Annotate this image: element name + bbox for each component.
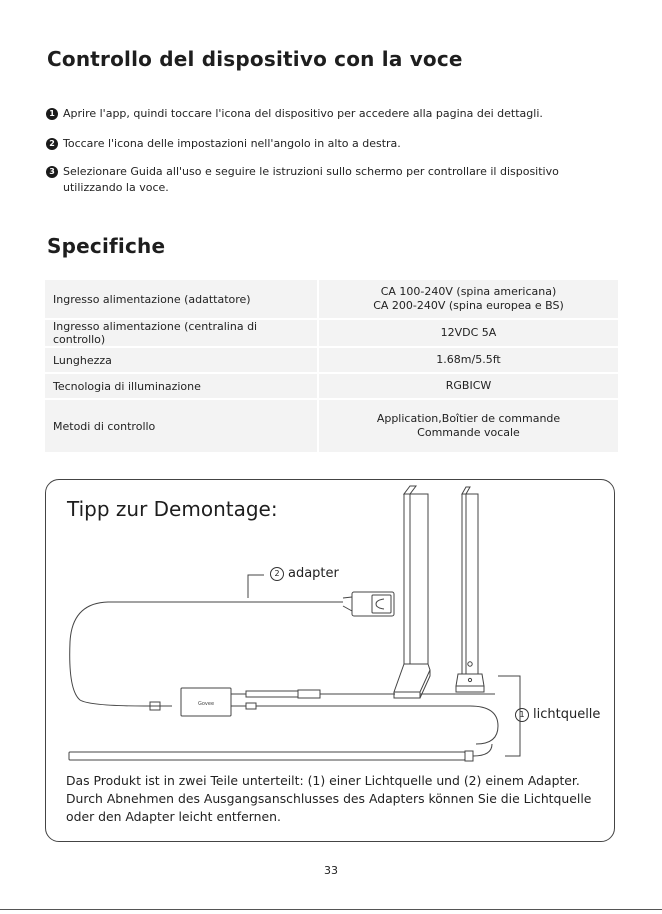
spec-label: Ingresso alimentazione (centralina di controllo) bbox=[45, 319, 318, 347]
spec-value-line: 1.68m/5.5ft bbox=[436, 353, 501, 366]
step-number-badge: 2 bbox=[46, 138, 58, 150]
light-source-callout-label bbox=[515, 707, 600, 722]
spec-value-line: Application,Boîtier de commande bbox=[376, 412, 561, 425]
light-bar-right bbox=[456, 487, 484, 692]
spec-value-line: 12VDC 5A bbox=[440, 326, 497, 339]
light-cable bbox=[256, 706, 498, 744]
section-title-voice-control: Controllo del dispositivo con la voce bbox=[47, 47, 463, 71]
adapter-label-text: adapter bbox=[288, 566, 339, 581]
tip-description: Das Produkt ist in zwei Teile unterteilt: (1) einer Lichtquelle und (2) einem Adapter. Durch Abnehmen des Ausgangsanschlusses des Adapters können Sie die Lichtquelle oder den Adapter leicht entfernen. bbox=[66, 773, 592, 824]
step-text: Aprire l'app, quindi toccare l'icona del dispositivo per accedere alla pagina dei dettagli. bbox=[63, 107, 543, 120]
step-number-badge: 1 bbox=[46, 108, 58, 120]
callout-number-badge: 1 bbox=[515, 708, 529, 722]
spec-value-line: CA 100-240V (spina americana) bbox=[380, 285, 557, 298]
spec-label: Metodi di controllo bbox=[45, 399, 318, 453]
adapter-callout-line bbox=[248, 575, 264, 598]
adapter-callout-label bbox=[270, 566, 339, 581]
controller-logo: Govee bbox=[197, 701, 215, 707]
step-number-badge: 3 bbox=[46, 166, 58, 178]
section-title-specifications: Specifiche bbox=[47, 234, 166, 258]
spec-value-line: Commande vocale bbox=[417, 426, 520, 439]
light-strip bbox=[69, 744, 492, 761]
spec-label: Lunghezza bbox=[45, 347, 318, 373]
spec-label: Ingresso alimentazione (adattatore) bbox=[45, 280, 318, 319]
step-text: Toccare l'icona delle impostazioni nell'angolo in alto a destra. bbox=[63, 137, 401, 150]
page-bottom-divider bbox=[0, 909, 662, 910]
spec-value-line: CA 200-240V (spina europea e BS) bbox=[373, 299, 564, 312]
controller-logo-mark bbox=[198, 701, 214, 707]
light-label-text: lichtquelle bbox=[533, 707, 601, 722]
light-bar-left bbox=[394, 486, 430, 698]
spec-value-line: RGBICW bbox=[445, 379, 492, 392]
tip-title: Tipp zur Demontage: bbox=[67, 497, 278, 521]
page-number: 33 bbox=[324, 864, 338, 877]
callout-number-badge: 2 bbox=[270, 567, 284, 581]
step-text: Selezionare Guida all'uso e seguire le istruzioni sullo schermo per controllare il dispositivo utilizzando la voce. bbox=[63, 165, 559, 194]
adapter-icon bbox=[343, 592, 394, 616]
spec-label: Tecnologia di illuminazione bbox=[45, 373, 318, 399]
